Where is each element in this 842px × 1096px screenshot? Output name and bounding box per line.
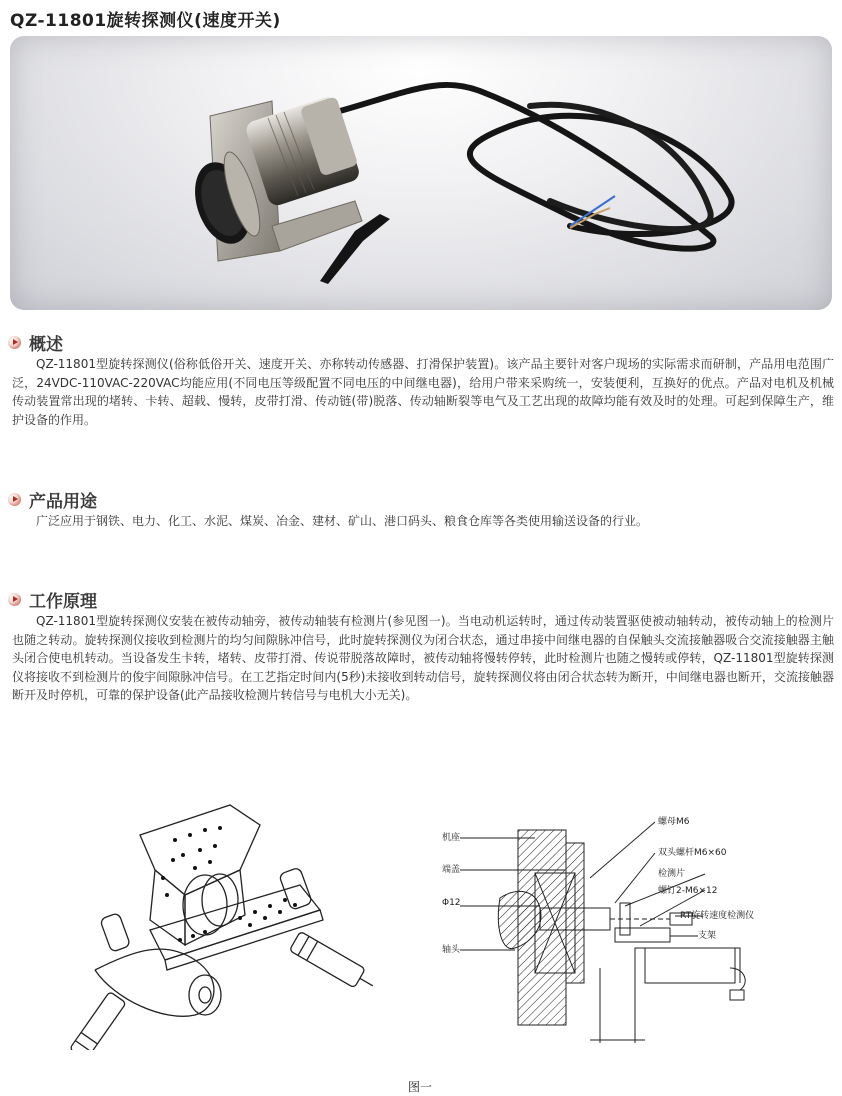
- figure-caption: 图一: [408, 1080, 433, 1094]
- conveyor-illustration: [55, 800, 385, 1050]
- section-heading-principle: [8, 587, 97, 612]
- label-shaft-head: 轴头: [442, 945, 461, 955]
- label-stud: 双头螺杆M6×60: [658, 848, 727, 858]
- page-title: QZ-11801旋转探测仪(速度开关): [10, 11, 281, 31]
- label-nut: 螺母M6: [658, 817, 690, 827]
- installation-diagram: [440, 808, 820, 1048]
- overview-paragraph: QZ-11801型旋转探测仪(俗称低俗开关、速度开关、亦称转动传感器、打滑保护装置)。该产品主要针对客户现场的实际需求而研制，产品用电范围广泛，24VDC-110VAC-220VAC均能应用(不同电压等级配置不同电压的中间继电器)，给用户带来采购统一，安装便利，互换好的优点。产品对电机及机械传动装置常出现的堵转、卡转、超载、慢转，皮带打滑、传动链(带)脱落、传动轴断裂等电气及工艺出现的故障均能有效及时的处理。可起到保障生产，维护设备的作用。: [12, 357, 834, 427]
- sensor-illustration: [10, 36, 832, 310]
- section-heading-text: 概述: [29, 335, 63, 355]
- usage-paragraph: 广泛应用于钢铁、电力、化工、水泥、煤炭、冶金、建材、矿山、港口码头、粮食仓库等各类使用输送设备的行业。: [36, 514, 649, 528]
- label-end-cover: 端盖: [442, 865, 461, 875]
- play-bullet-icon: [8, 493, 21, 506]
- product-photo: [10, 36, 832, 310]
- section-heading-text: 产品用途: [29, 492, 97, 512]
- section-heading-overview: [8, 330, 63, 355]
- label-screw: 螺钉2-M6×12: [658, 886, 718, 896]
- section-heading-text: 工作原理: [29, 592, 97, 612]
- conveyor-drawing: [55, 800, 385, 1050]
- label-base: 机座: [442, 833, 461, 843]
- play-bullet-icon: [8, 336, 21, 349]
- label-detect-piece: 检测片: [658, 869, 686, 879]
- installation-drawing: [440, 808, 820, 1048]
- label-bracket: 支架: [698, 931, 717, 941]
- play-bullet-icon: [8, 593, 21, 606]
- principle-paragraph: QZ-11801型旋转探测仪安装在被传动轴旁，被传动轴装有检测片(参见图一)。当电动机运转时，通过传动装置驱使被动轴转动，被传动轴上的检测片也随之转动。旋转探测仪接收到检测片的均匀间隙脉冲信号，此时旋转探测仪为闭合状态，通过串接中间继电器的自保触头交流接触器吸合交流接触器主触头闭合使电机转动。当设备发生卡转，堵转、皮带打滑、传说带脱落故障时，被传动轴将慢转停转，此时检测片也随之慢转或停转，QZ-11801型旋转探测仪将接收不到检测片的俊宇间隙脉冲信号。在工艺指定时间内(5秒)未接收到转动信号，旋转探测仪将由闭合状态转为断开，中间继电器也断开，交流接触器断开及时停机，可靠的保护设备(此产品接收检测片转信号与电机大小无关)。: [12, 614, 834, 702]
- label-phi12: Φ12: [442, 898, 461, 908]
- label-rt-detector: RT旋转速度检测仪: [680, 911, 755, 921]
- section-heading-usage: [8, 487, 97, 512]
